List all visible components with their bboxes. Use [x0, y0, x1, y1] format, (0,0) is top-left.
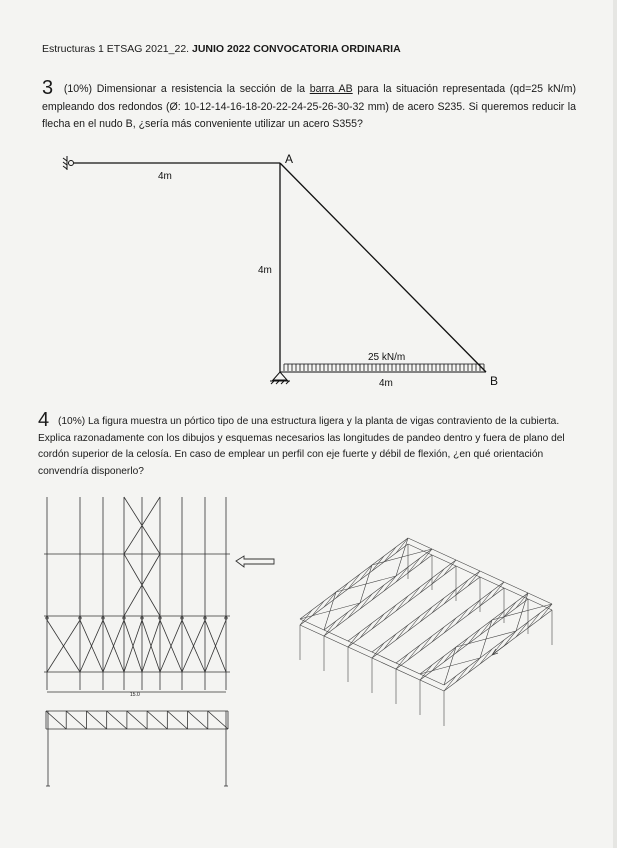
node-A-label: A [285, 152, 294, 166]
dim-top-label: 4m [158, 171, 172, 182]
wind-arrow-icon [236, 556, 274, 567]
question-4-number: 4 [38, 409, 50, 431]
course-title: Estructuras 1 ETSAG 2021_22. [42, 43, 190, 55]
load-label: 25 kN/m [368, 352, 406, 363]
question-4-weight: (10%) [57, 416, 86, 427]
question-4-body: La figura muestra un pórtico tipo de una estructura ligera y la planta de vigas contraviento de la cubierta. Explica razonadamente con los dibujos y esquemas necesarios las longitudes de pandeo dentro y fuera de plano del cordón superior de la celosía. En caso de emplear un perfil con eje fuerte y débil de flexión, ¿en qué orientación convendría disponerlo? [38, 416, 565, 477]
plan-dimension-label: 15.0 [130, 692, 140, 698]
question-3-weight: (10%) [63, 83, 93, 95]
question-3-number: 3 [42, 77, 54, 99]
isometric-structure-view [300, 538, 552, 726]
portal-frame-elevation [46, 711, 228, 786]
exam-session: JUNIO 2022 CONVOCATORIA ORDINARIA [192, 43, 401, 55]
node-B-label: B [490, 374, 499, 388]
dim-vertical-label: 4m [258, 265, 272, 276]
roof-bracing-plan [44, 497, 230, 692]
question-3-bar-label: barra AB [309, 83, 353, 95]
dim-bottom-label: 4m [379, 378, 393, 389]
question-3-text-part1: Dimensionar a resistencia la sección de la [96, 83, 306, 95]
question-3-text-part2: para la situación representada (qd=25 kN/m) empleando dos redondos (Ø: 10-12-14-16-18-20-22-24-25-26-30-32 mm) de acero S235. Si queremos reducir la flecha en el nudo B, ¿sería más conveniente utilizar un acero S355? [42, 83, 576, 130]
